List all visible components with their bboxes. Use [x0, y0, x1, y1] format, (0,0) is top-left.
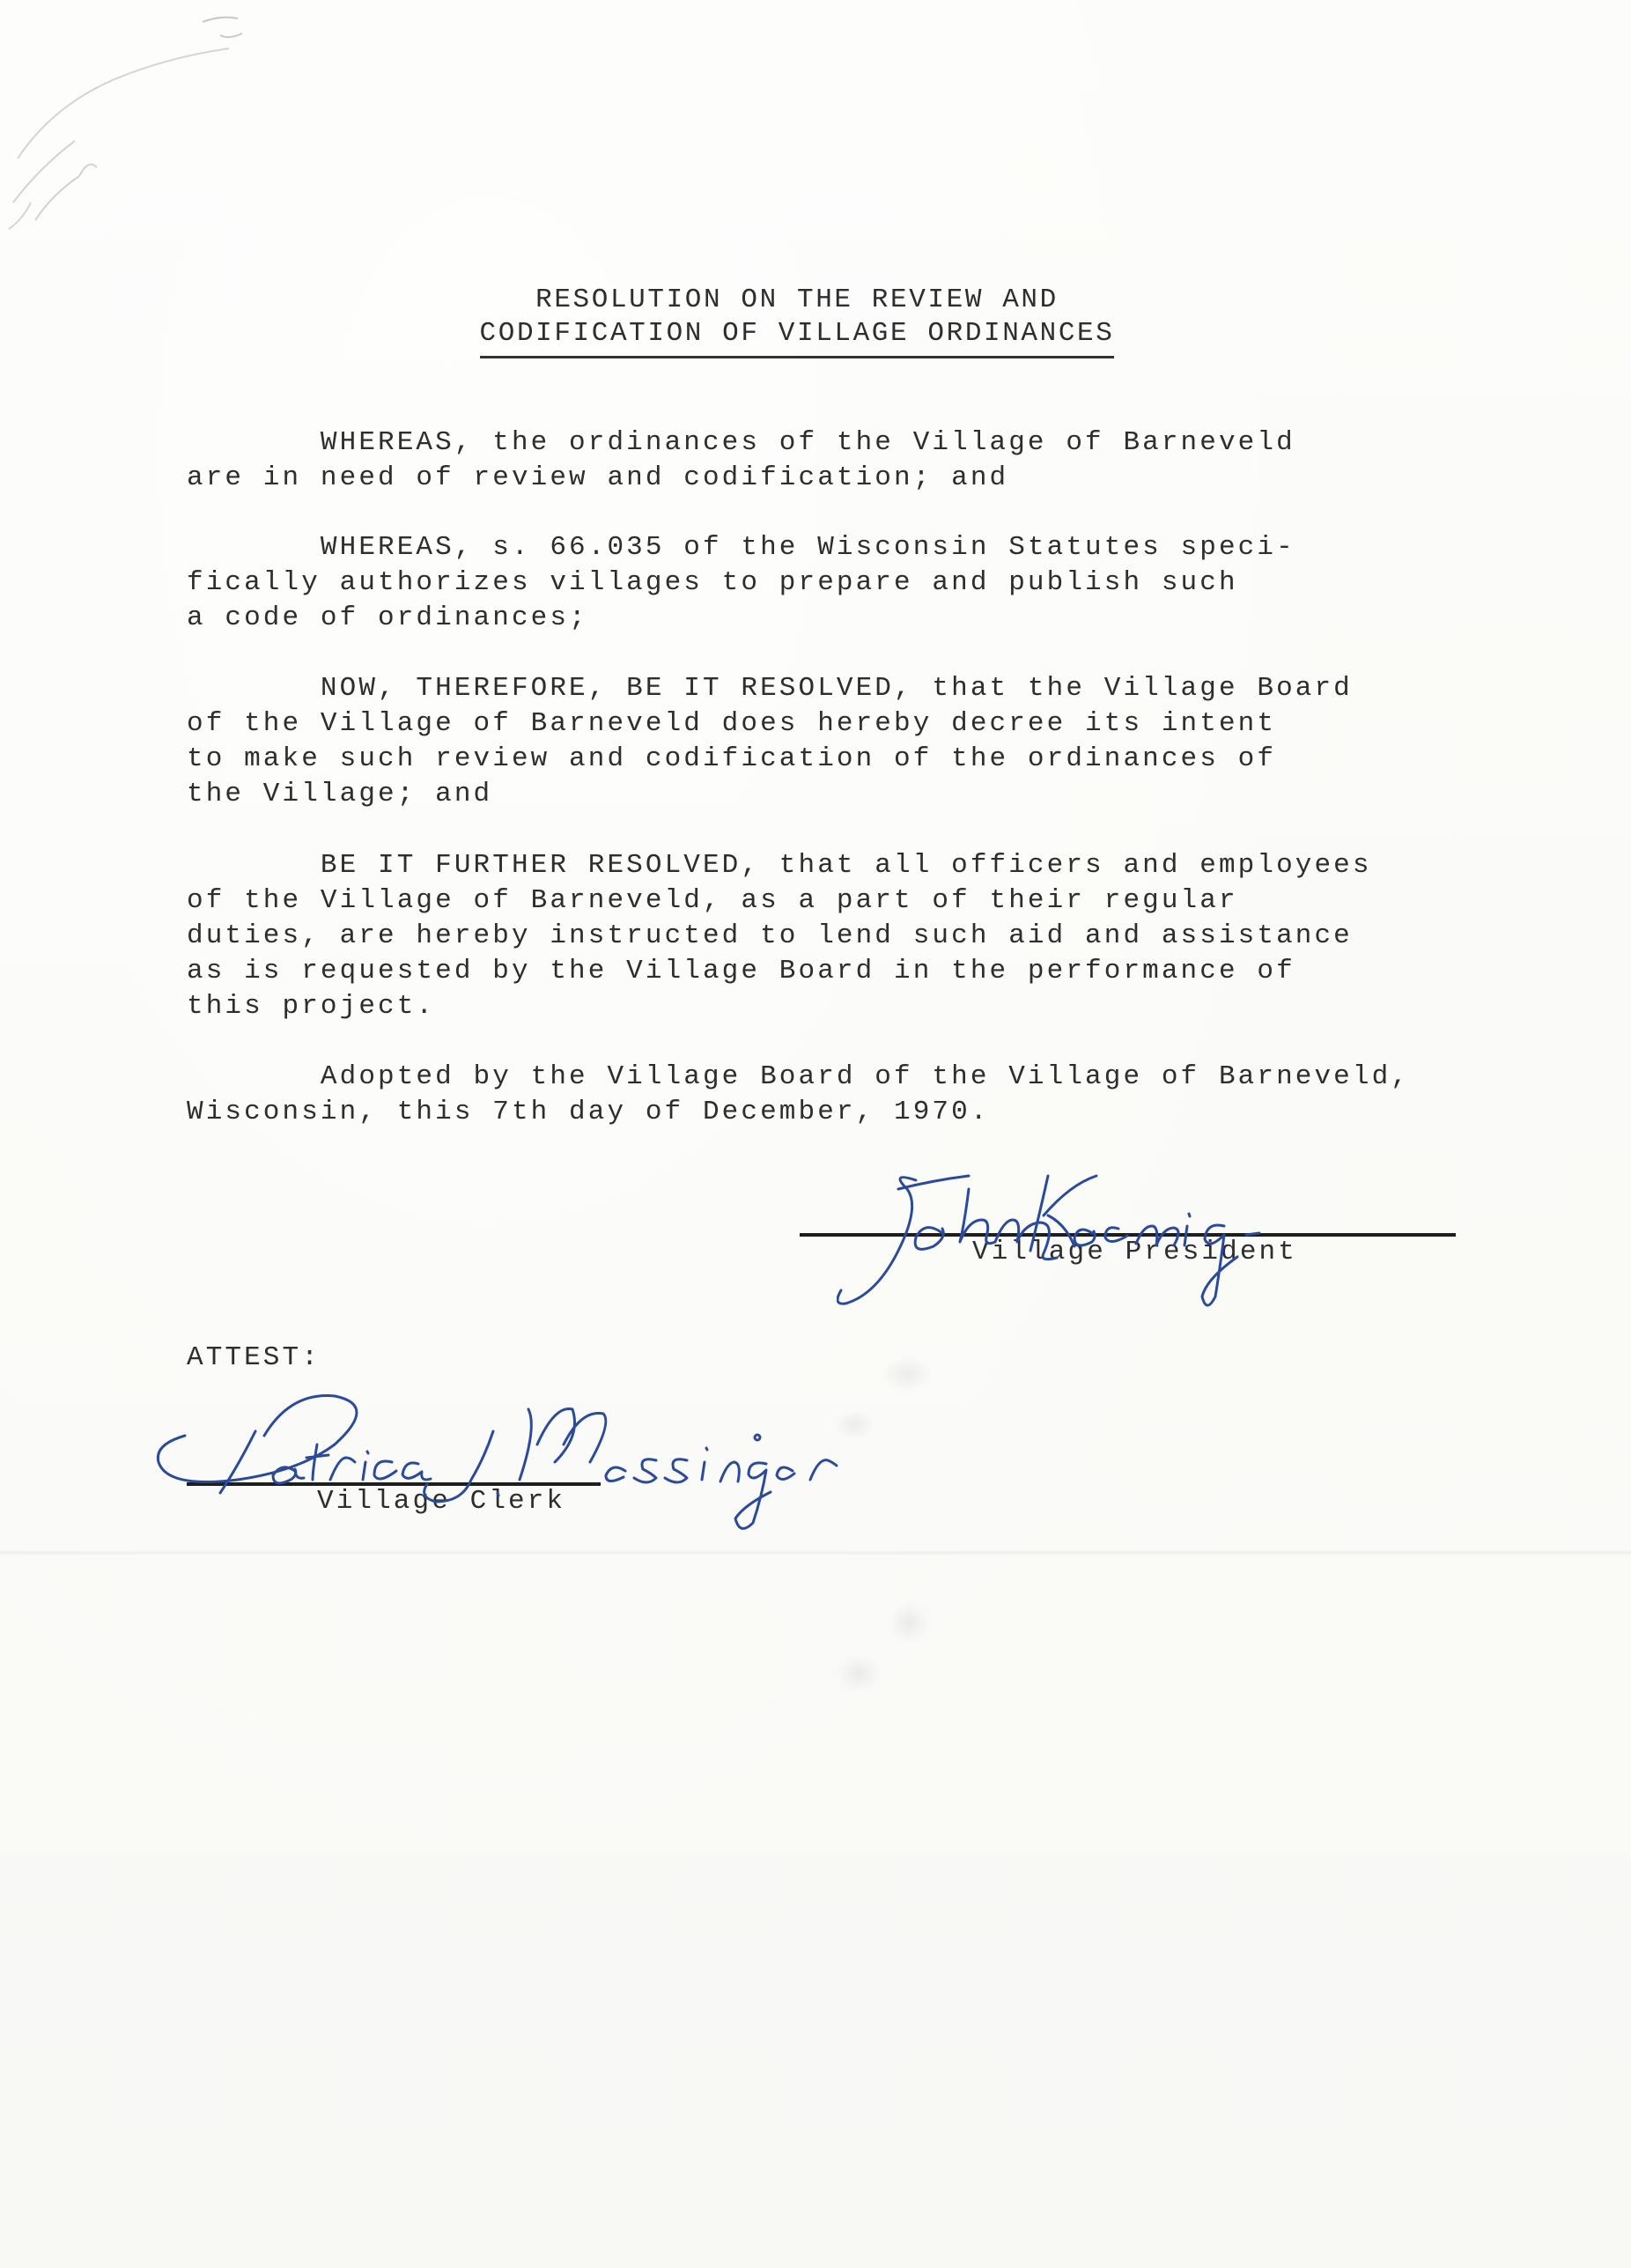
paragraph-line: BE IT FURTHER RESOLVED, that all officers and employees — [187, 850, 1372, 881]
seal-impression — [837, 1656, 881, 1691]
paragraph-line: the Village; and — [187, 779, 493, 809]
paragraph-line: to make such review and codification of the ordinances of — [187, 743, 1277, 774]
resolved-paragraph — [187, 671, 1525, 812]
seal-impression — [889, 1603, 929, 1643]
paragraph-line: of the Village of Barneveld does hereby decree its intent — [187, 708, 1277, 739]
further-resolved-paragraph — [187, 848, 1525, 1024]
clerk-signature — [150, 1383, 889, 1550]
attest-label: ATTEST: — [187, 1342, 321, 1373]
president-signature — [837, 1163, 1295, 1312]
paragraph-line: as is requested by the Village Board in the performance of — [187, 956, 1295, 986]
title-line-2: CODIFICATION OF VILLAGE ORDINANCES — [480, 317, 1115, 358]
paragraph-line: duties, are hereby instructed to lend such aid and assistance — [187, 920, 1353, 951]
paragraph-line: NOW, THEREFORE, BE IT RESOLVED, that the Village Board — [187, 673, 1353, 704]
clerk-label: Village Clerk — [317, 1486, 566, 1517]
pencil-annotation — [0, 0, 291, 264]
paragraph-line: Wisconsin, this 7th day of December, 1970. — [187, 1097, 990, 1127]
paragraph-line: WHEREAS, the ordinances of the Village of Barneveld — [187, 427, 1295, 458]
document-title — [432, 284, 1162, 358]
paragraph-line: of the Village of Barneveld, as a part of their regular — [187, 885, 1238, 916]
seal-impression — [881, 1356, 934, 1392]
paper-fold — [0, 1550, 1631, 1555]
whereas-paragraph-2 — [187, 530, 1525, 636]
president-label: Village President — [972, 1237, 1297, 1267]
paragraph-line: Adopted by the Village Board of the Village of Barneveld, — [187, 1061, 1410, 1092]
paragraph-line: fically authorizes villages to prepare and publish such — [187, 567, 1238, 598]
paragraph-line: this project. — [187, 991, 436, 1022]
seal-impression — [832, 1409, 876, 1440]
paragraph-line: WHEREAS, s. 66.035 of the Wisconsin Statutes speci- — [187, 532, 1295, 563]
paragraph-line: a code of ordinances; — [187, 602, 588, 633]
paragraph-line: are in need of review and codification; and — [187, 462, 1009, 493]
title-line-1: RESOLUTION ON THE REVIEW AND — [535, 284, 1059, 315]
whereas-paragraph-1 — [187, 425, 1525, 496]
adopted-paragraph — [187, 1060, 1525, 1130]
